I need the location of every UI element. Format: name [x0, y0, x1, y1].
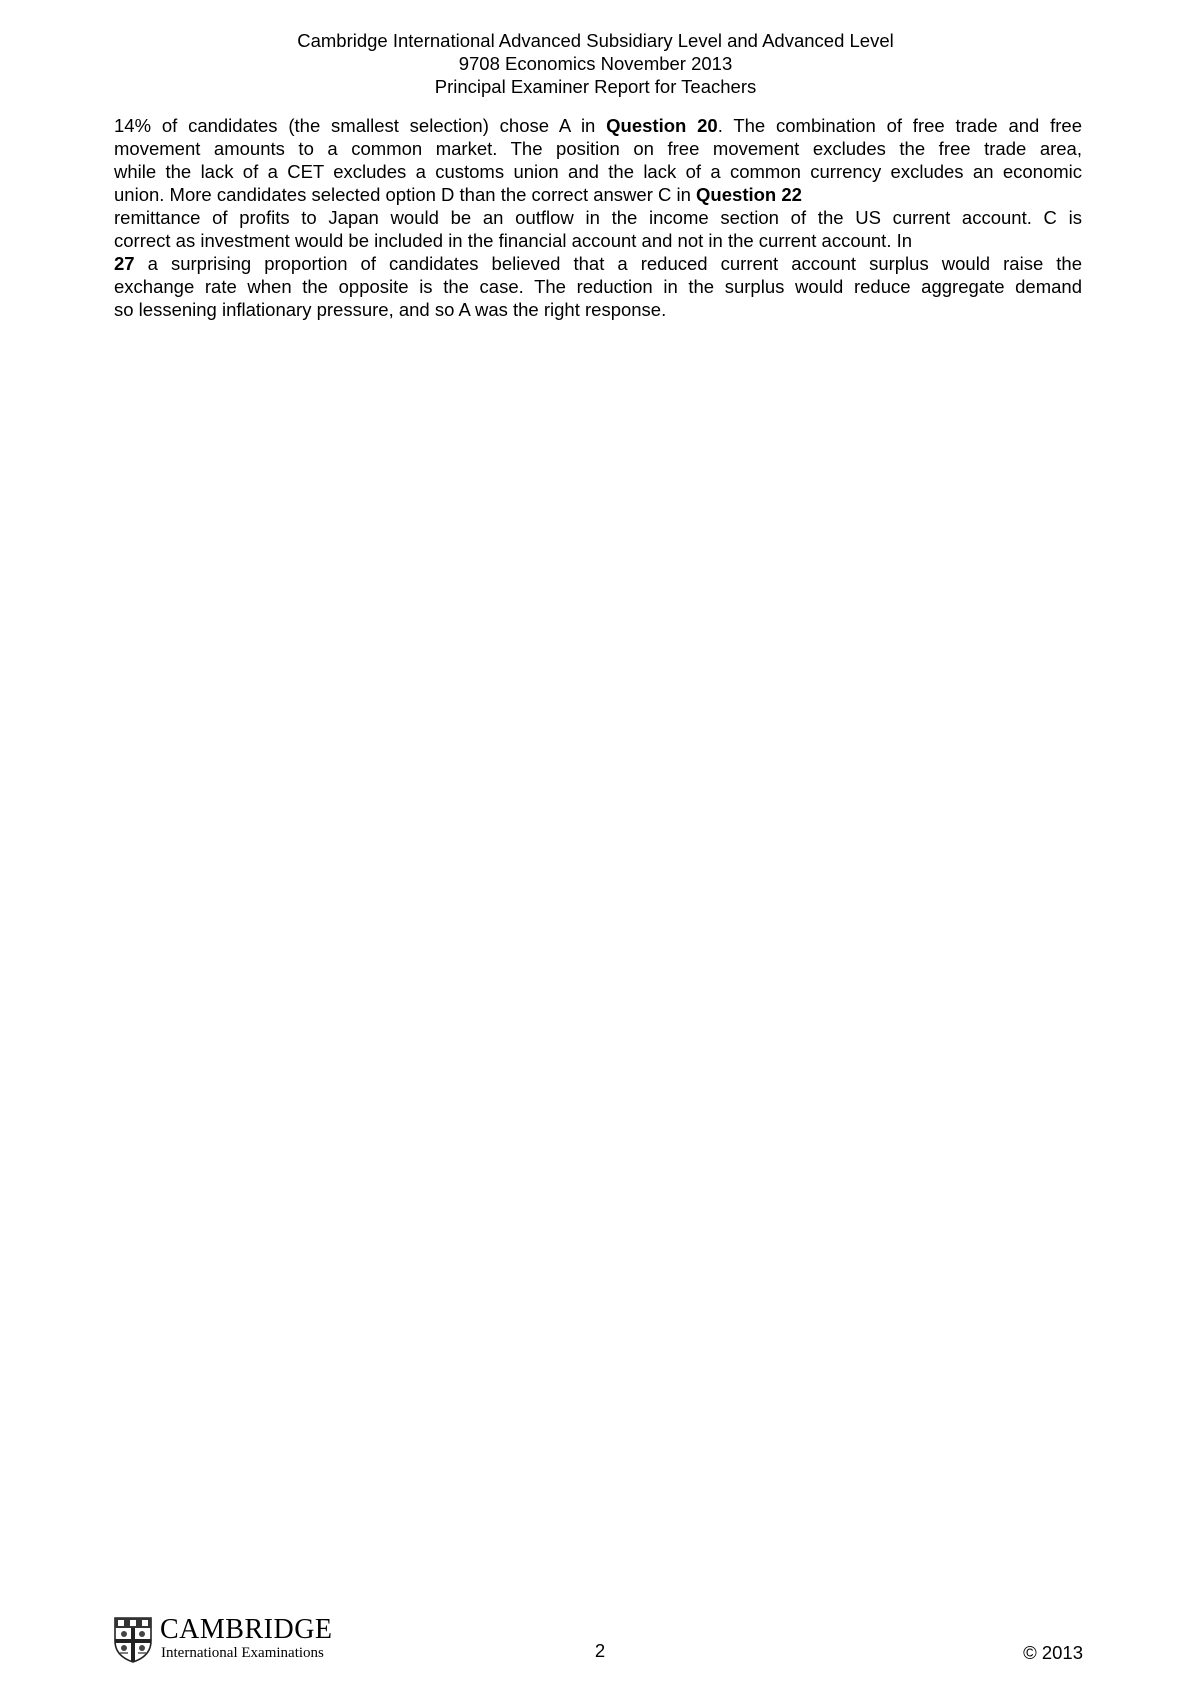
- paragraph-line: movement amounts to a common market. The position on free movement excludes the free trade area,: [114, 138, 1082, 159]
- header-title: Cambridge International Advanced Subsidiary Level and Advanced Level: [297, 30, 894, 51]
- paragraph-line: remittance of profits to Japan would be an outflow in the income section of the US current account. C is: [114, 207, 1082, 228]
- paragraph-line: 27 a surprising proportion of candidates believed that a reduced current account surplus would raise the: [114, 253, 1082, 274]
- paragraph-line: correct as investment would be included in the financial account and not in the current account. In: [114, 230, 913, 251]
- paragraph-line: 14% of candidates (the smallest selection) chose A in Question 20. The combination of free trade and free: [114, 115, 1083, 136]
- logo-subtitle: International Examinations: [161, 1645, 324, 1661]
- paragraph-line: exchange rate when the opposite is the case. The reduction in the surplus would reduce aggregate demand: [114, 276, 1082, 297]
- report-paragraph: [114, 114, 1082, 321]
- question-reference: 27: [114, 253, 135, 274]
- copyright-notice: © 2013: [1023, 1642, 1083, 1663]
- shield-icon: [114, 1617, 152, 1663]
- logo-title: CAMBRIDGE: [160, 1614, 333, 1645]
- question-reference: Question 22: [696, 184, 802, 205]
- header-report-type: Principal Examiner Report for Teachers: [434, 76, 757, 97]
- paragraph-line: while the lack of a CET excludes a customs union and the lack of a common currency excludes an economic: [114, 161, 1082, 182]
- page-header: [0, 29, 1191, 98]
- page-number: 2: [594, 1640, 606, 1661]
- paragraph-line: so lessening inflationary pressure, and so A was the right response.: [114, 299, 667, 320]
- question-reference: Question 20: [606, 115, 718, 136]
- cambridge-logo: [114, 1614, 354, 1665]
- header-subject: 9708 Economics November 2013: [458, 53, 733, 74]
- paragraph-line: union. More candidates selected option D than the correct answer C in Question 22: [114, 184, 802, 205]
